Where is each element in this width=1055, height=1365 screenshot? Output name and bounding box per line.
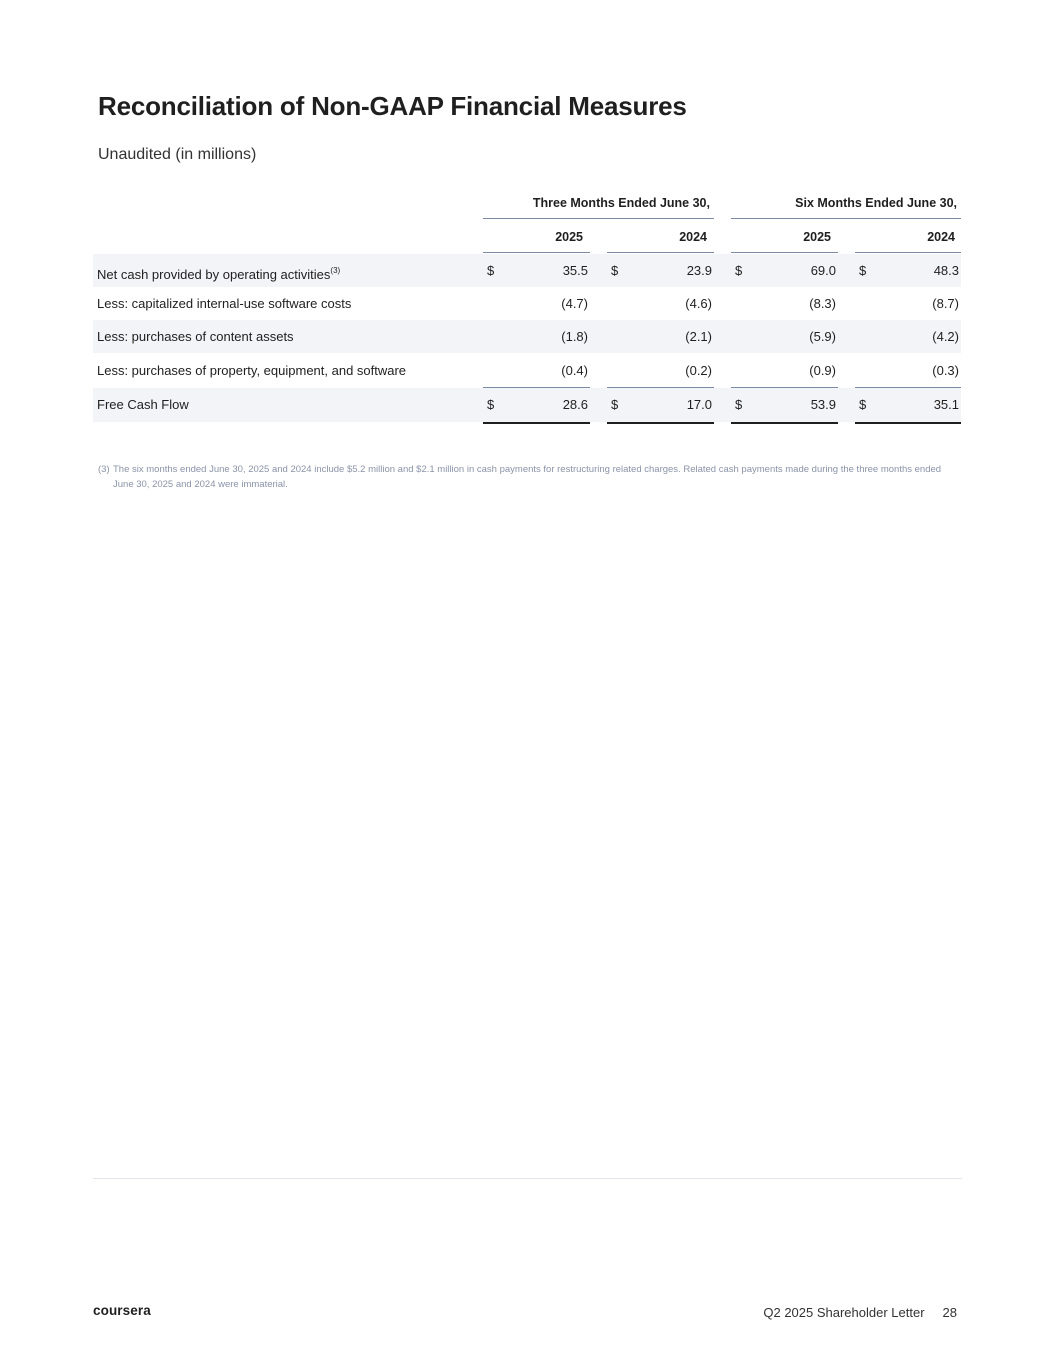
cell-value: 35.5	[562, 263, 588, 278]
cell-value: 17.0	[686, 397, 712, 412]
currency-symbol: $	[735, 263, 743, 278]
cell-value: (8.7)	[932, 296, 959, 311]
year-header: 2025	[555, 230, 583, 244]
cell-value: 28.6	[562, 397, 588, 412]
row-label: Free Cash Flow	[97, 397, 189, 412]
cell-value: (0.9)	[809, 363, 836, 378]
year-rule	[607, 252, 714, 253]
cell-value: (8.3)	[809, 296, 836, 311]
year-rule	[483, 252, 590, 253]
cell-value: (4.7)	[561, 296, 588, 311]
year-header: 2024	[927, 230, 955, 244]
page-subtitle: Unaudited (in millions)	[98, 146, 257, 163]
cell-value: 69.0	[810, 263, 836, 278]
currency-symbol: $	[487, 263, 495, 278]
footer-divider	[93, 1178, 962, 1179]
year-rule	[731, 252, 838, 253]
header-six-months: Six Months Ended June 30,	[795, 196, 957, 210]
row-label: Less: purchases of content assets	[97, 329, 294, 344]
cell-value: 23.9	[686, 263, 712, 278]
table-row	[93, 287, 961, 320]
document-title: Q2 2025 Shareholder Letter	[763, 1305, 925, 1320]
cell-value: (0.2)	[685, 363, 712, 378]
total-rule	[607, 422, 714, 424]
header-rule	[731, 218, 961, 219]
currency-symbol: $	[487, 397, 495, 412]
table-row	[93, 320, 961, 353]
row-label: Less: purchases of property, equipment, and software	[97, 363, 407, 378]
year-rule	[855, 252, 961, 253]
total-rule	[483, 422, 590, 424]
cell-value: 53.9	[810, 397, 836, 412]
cell-value: (2.1)	[685, 329, 712, 344]
cell-value: (4.6)	[685, 296, 712, 311]
total-rule	[855, 422, 961, 424]
header-rule	[483, 218, 714, 219]
currency-symbol: $	[859, 263, 867, 278]
table-row-total	[93, 388, 961, 422]
currency-symbol: $	[859, 397, 867, 412]
currency-symbol: $	[611, 263, 619, 278]
footnote-ref: (3)	[330, 266, 341, 275]
page-title: Reconciliation of Non-GAAP Financial Measures	[98, 91, 687, 121]
total-rule	[731, 422, 838, 424]
cell-value: (5.9)	[809, 329, 836, 344]
currency-symbol: $	[735, 397, 743, 412]
row-label: Less: capitalized internal-use software costs	[97, 296, 352, 311]
footnote-text: The six months ended June 30, 2025 and 2024 include $5.2 million and $2.1 million in cash payments for restructuring related charges. Related cash payments made during the three months ended June 30, 2025 and 2024 were immaterial.	[113, 464, 942, 490]
footnote-mark: (3)	[98, 464, 110, 475]
page-number: 28	[942, 1305, 957, 1320]
header-three-months: Three Months Ended June 30,	[532, 196, 710, 210]
footer	[763, 1305, 957, 1320]
year-header: 2025	[803, 230, 831, 244]
cell-value: 35.1	[933, 397, 959, 412]
cell-value: (4.2)	[932, 329, 959, 344]
cell-value: 48.3	[933, 263, 959, 278]
coursera-logo: coursera	[93, 1303, 151, 1318]
cell-value: (0.4)	[561, 363, 588, 378]
cell-value: (0.3)	[932, 363, 959, 378]
year-header: 2024	[679, 230, 707, 244]
table-row	[93, 254, 961, 287]
row-label: Net cash provided by operating activities$^{(3)}$	[97, 266, 341, 282]
cell-value: (1.8)	[561, 329, 588, 344]
footnote	[98, 462, 958, 492]
table-row	[93, 354, 961, 387]
currency-symbol: $	[611, 397, 619, 412]
